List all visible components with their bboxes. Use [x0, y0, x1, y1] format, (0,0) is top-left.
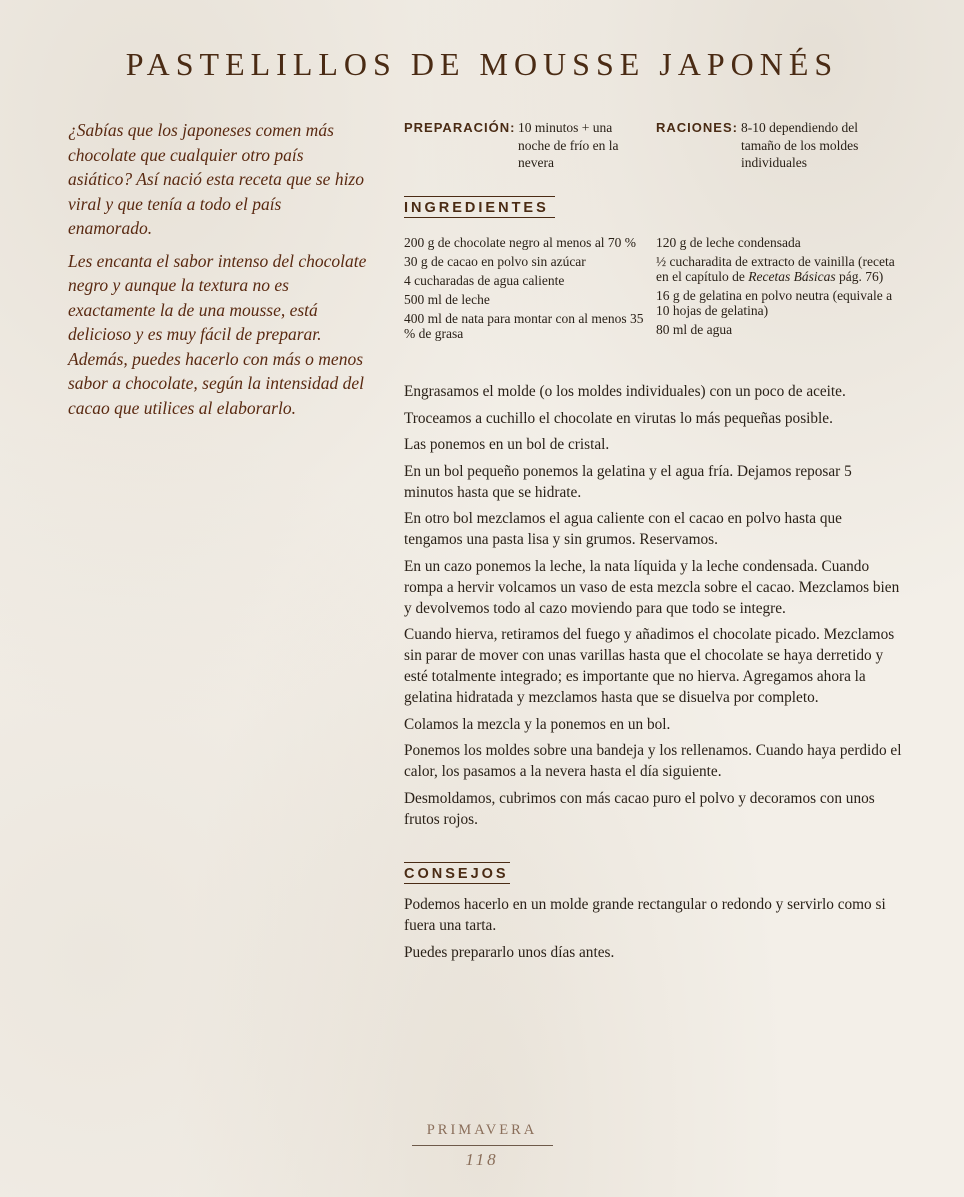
- tip-paragraph: Puedes prepararlo unos días antes.: [404, 943, 615, 961]
- ingredient-item: 30 g de cacao en polvo sin azúcar: [404, 254, 586, 269]
- ingredient-item: 80 ml de agua: [656, 322, 733, 337]
- ingredient-item: 500 ml de leche: [404, 292, 490, 307]
- ingredient-item: 4 cucharadas de agua caliente: [404, 273, 565, 288]
- intro-paragraph: ¿Sabías que los japoneses comen más chocolate que cualquier otro país asiático? Así nació esta receta que se hizo viral y que tenía a todo el país enamorado.: [68, 120, 364, 238]
- preparation-value: 10 minutos + una noche de frío en la nevera: [518, 120, 619, 170]
- step-paragraph: En un cazo ponemos la leche, la nata líquida y la leche condensada. Cuando rompa a hervir volcamos un vaso de esta mezcla sobre el cacao. Mezclamos bien y devolvemos todo al cazo moviendo para que todo se integre.: [404, 557, 900, 617]
- step-paragraph: En otro bol mezclamos el agua caliente con el cacao en polvo hasta que tengamos una pasta lisa y sin grumos. Reservamos.: [404, 510, 842, 548]
- ingredients-heading: INGREDIENTES: [404, 196, 555, 218]
- ingredient-item: 400 ml de nata para montar con al menos 35 % de grasa: [404, 311, 644, 341]
- tips-heading: CONSEJOS: [404, 862, 510, 884]
- ingredient-item: 200 g de chocolate negro al menos al 70 %: [404, 235, 637, 250]
- ingredient-text: pág. 76): [835, 269, 884, 284]
- servings-label: RACIONES:: [656, 120, 738, 135]
- step-paragraph: Cuando hierva, retiramos del fuego y añadimos el chocolate picado. Mezclamos sin parar de mover con unas varillas hasta que el chocolate se haya derretido y esté totalmente integrado; es importante que no hierva. Agregamos ahora la gelatina hidratada y mezclamos hasta que se disuelva por completo.: [404, 626, 895, 706]
- footer-divider: [412, 1145, 553, 1146]
- servings-value: 8-10 dependiendo del tamaño de los moldes individuales: [741, 120, 859, 170]
- tips-list: [404, 894, 904, 968]
- tip-paragraph: Podemos hacerlo en un molde grande rectangular o redondo y servirlo como si fuera una tarta.: [404, 896, 886, 934]
- step-paragraph: Ponemos los moldes sobre una bandeja y los rellenamos. Cuando haya perdido el calor, los pasamos a la nevera hasta el día siguiente.: [404, 742, 902, 780]
- ingredient-item-vanilla: [656, 254, 896, 284]
- intro-text: [68, 118, 368, 428]
- cross-reference-title: Recetas Básicas: [748, 269, 836, 284]
- ingredients-list-left: [404, 235, 646, 345]
- ingredient-item: 120 g de leche condensada: [656, 235, 801, 250]
- preparation-label: PREPARACIÓN:: [404, 120, 516, 135]
- step-paragraph: Las ponemos en un bol de cristal.: [404, 436, 610, 453]
- intro-paragraph: Les encanta el sabor intenso del chocolate negro y aunque la textura no es exactamente la de una mousse, está delicioso y es muy fácil de preparar. Además, puedes hacerlo con más o menos sabor a chocolate, según la intensidad del cacao que utilices al elaborarlo.: [68, 250, 367, 418]
- footer-section-name: PRIMAVERA: [426, 1122, 538, 1138]
- page-number: 118: [465, 1150, 499, 1169]
- step-paragraph: Colamos la mezcla y la ponemos en un bol.: [404, 715, 671, 733]
- ingredients-list-right: [656, 235, 896, 341]
- step-paragraph: Troceamos a cuchillo el chocolate en virutas lo más pequeñas posible.: [404, 409, 833, 427]
- step-paragraph: Engrasamos el molde (o los moldes individuales) con un poco de aceite.: [404, 383, 846, 400]
- ingredient-item: 16 g de gelatina en polvo neutra (equivale a 10 hojas de gelatina): [656, 288, 893, 318]
- step-paragraph: En un bol pequeño ponemos la gelatina y el agua fría. Dejamos reposar 5 minutos hasta que se hidrate.: [404, 462, 852, 501]
- preparation-steps: [404, 381, 904, 835]
- ingredient-text: ½ cucharadita de extracto de vainilla (receta en el capítulo de: [656, 254, 895, 284]
- step-paragraph: Desmoldamos, cubrimos con más cacao puro el polvo y decoramos con unos frutos rojos.: [404, 789, 875, 828]
- recipe-title: PASTELILLOS DE MOUSSE JAPONÉS: [125, 46, 839, 82]
